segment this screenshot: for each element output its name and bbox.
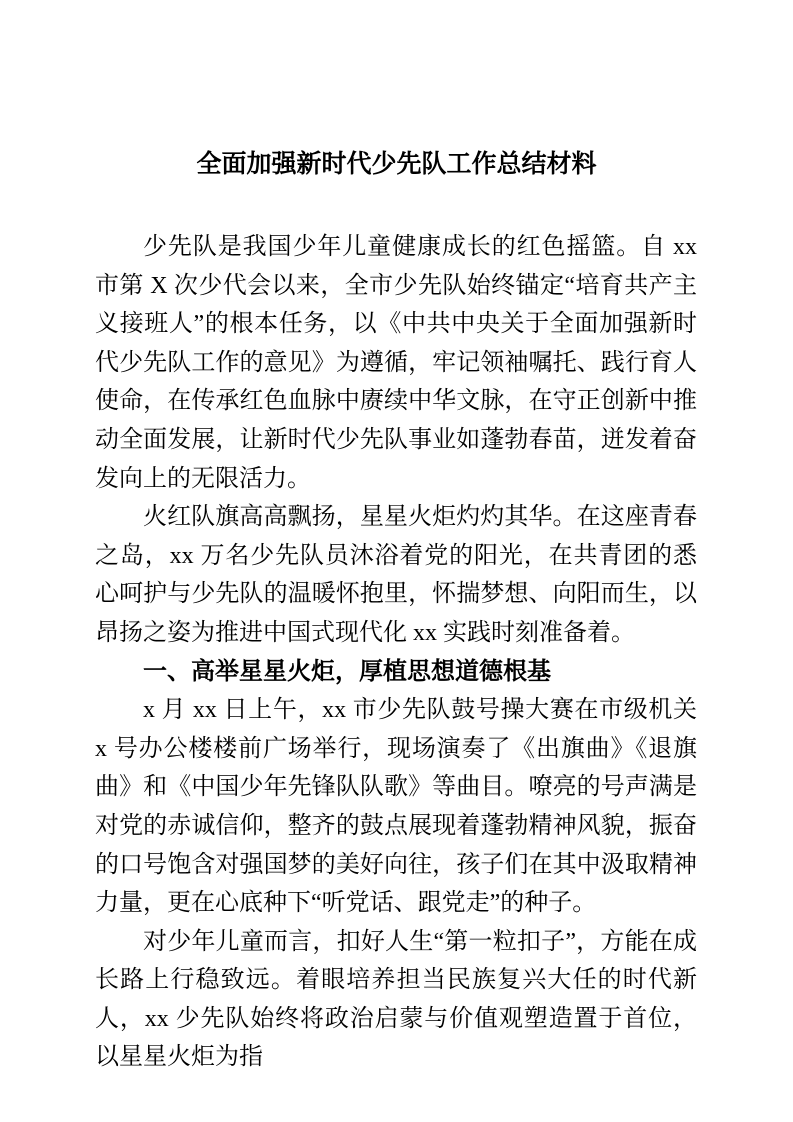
paragraph: 火红队旗高高飘扬，星星火炬灼灼其华。在这座青春之岛，xx 万名少先队员沐浴着党的阳光，在共青团的悉心呵护与少先队的温暖怀抱里，怀揣梦想、向阳而生，以昂扬之姿为推进中国式现代化 xx 实践时刻准备着。: [95, 504, 697, 646]
paragraph: x 月 xx 日上午，xx 市少先队鼓号操大赛在市级机关 x 号办公楼楼前广场举行，现场演奏了《出旗曲》《退旗曲》和《中国少年先锋队队歌》等曲目。嘹亮的号声满是对党的赤诚信仰，整齐的鼓点展现着蓬勃精神风貌，振奋的口号饱含对强国梦的美好向往，孩子们在其中汲取精神力量，更在心底种下“听党话、跟党走”的种子。: [95, 697, 697, 917]
paragraph: 对少年儿童而言，扣好人生“第一粒扣子”，方能在成长路上行稳致远。着眼培养担当民族复兴大任的时代新人，xx 少先队始终将政治启蒙与价值观塑造置于首位，以星星火炬为指: [95, 928, 697, 1071]
paragraph: 少先队是我国少年儿童健康成长的红色摇篮。自 xx 市第 X 次少代会以来，全市少先队始终锚定“培育共产主义接班人”的根本任务，以《中共中央关于全面加强新时代少先队工作的意见》为遵循，牢记领袖嘱托、践行育人使命，在传承红色血脉中赓续中华文脉，在守正创新中推动全面发展，让新时代少先队事业如蓬勃春苗，迸发着奋发向上的无限活力。: [95, 234, 697, 492]
document-title: 全面加强新时代少先队工作总结材料: [196, 150, 597, 178]
document-body: [0, 228, 793, 1077]
section-heading: 一、高举星星火炬，厚植思想道德根基: [143, 657, 551, 685]
